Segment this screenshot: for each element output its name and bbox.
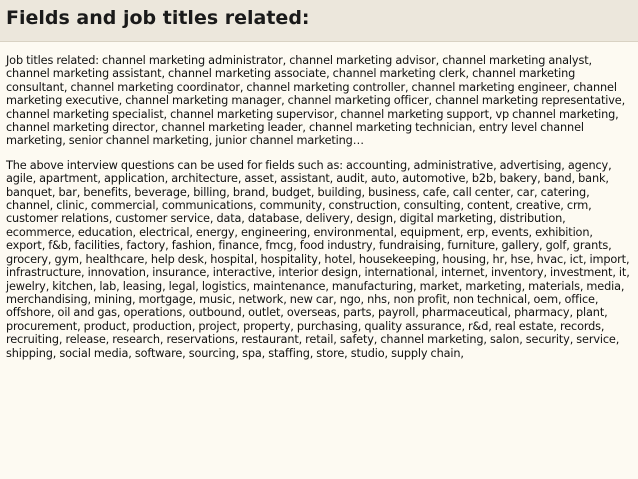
title-bar	[0, 0, 638, 42]
slide-title: Fields and job titles related:	[6, 7, 310, 29]
fields-paragraph: The above interview questions can be used for fields such as: accounting, administrative, advertising, agency, agile, apartment, application, architecture, asset, assistant, audit, auto, automotive, b2b, bakery, band, bank, banquet, bar, benefits, beverage, billing, brand, budget, building, business, cafe, call center, car, catering, channel, clinic, commercial, communications, community, construction, consulting, content, creative, crm, customer relations, customer service, data, database, delivery, design, digital marketing, distribution, ecommerce, education, electrical, energy, engineering, environmental, equipment, erp, events, exhibition, export, f&b, facilities, factory, fashion, finance, fmcg, food industry, fundraising, furniture, gallery, golf, grants, grocery, gym, healthcare, help desk, hospital, hospitality, hotel, housekeeping, housing, hr, hse, hvac, ict, import, infrastructure, innovation, insurance, interactive, interior design, international, internet, inventory, investment, it, jewelry, kitchen, lab, leasing, legal, logistics, maintenance, manufacturing, market, marketing, materials, media, merchandising, mining, mortgage, music, network, new car, ngo, nhs, non profit, non technical, oem, office, offshore, oil and gas, operations, outbound, outlet, overseas, parts, payroll, pharmaceutical, pharmacy, plant, procurement, product, production, project, property, purchasing, quality assurance, r&d, real estate, records, recruiting, release, research, reservations, restaurant, retail, safety, channel marketing, salon, security, service, shipping, social media, software, sourcing, spa, staffing, store, studio, supply chain,	[6, 158, 630, 360]
slide-body	[6, 54, 634, 371]
job-titles-paragraph: Job titles related: channel marketing administrator, channel marketing advisor, channel marketing analyst, channel marketing assistant, channel marketing associate, channel marketing clerk, channel marketing consultant, channel marketing coordinator, channel marketing controller, channel marketing engineer, channel marketing executive, channel marketing manager, channel marketing officer, channel marketing representative, channel marketing specialist, channel marketing supervisor, channel marketing support, vp channel marketing, channel marketing director, channel marketing leader, channel marketing technician, entry level channel marketing, senior channel marketing, junior channel marketing…	[6, 54, 626, 148]
